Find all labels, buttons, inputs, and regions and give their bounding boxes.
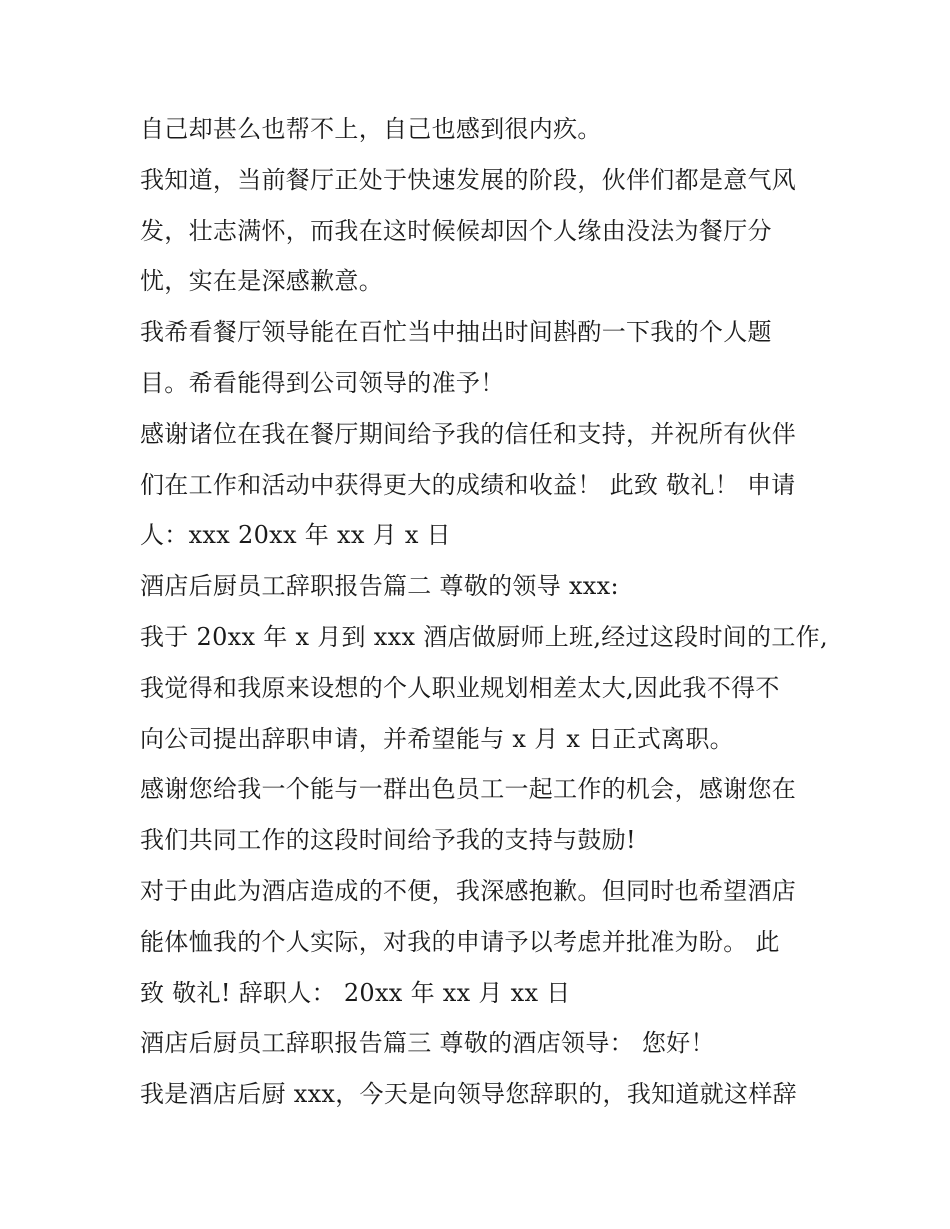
text-line: 发，壮志满怀，而我在这时候候却因个人缘由没法为餐厅分: [140, 216, 772, 245]
text-line: 感谢诸位在我在餐厅期间给予我的信任和支持，并祝所有伙伴: [140, 419, 797, 448]
text-line: 我们共同工作的这段时间给予我的支持与鼓励!: [140, 826, 636, 855]
text-line: 致 敬礼! 辞职人： 20xx 年 xx 月 xx 日: [140, 978, 571, 1007]
text-line: 能体恤我的个人实际，对我的申请予以考虑并批准为盼。 此: [140, 927, 780, 956]
text-line: 我是酒店后厨 xxx，今天是向领导您辞职的，我知道就这样辞: [140, 1080, 797, 1109]
text-line: 对于由此为酒店造成的不便，我深感抱歉。但同时也希望酒店: [140, 876, 797, 905]
text-line: 感谢您给我一个能与一群出色员工一起工作的机会，感谢您在: [140, 775, 797, 804]
section-heading-line: 酒店后厨员工辞职报告篇三 尊敬的酒店领导： 您好！: [140, 1029, 715, 1058]
text-line: 忧，实在是深感歉意。: [140, 267, 383, 296]
text-line: 我希看餐厅领导能在百忙当中抽出时间斟酌一下我的个人题: [140, 318, 772, 347]
section-heading-line: 酒店后厨员工辞职报告篇二 尊敬的领导 xxx:: [140, 572, 619, 601]
text-line: 我知道，当前餐厅正处于快速发展的阶段，伙伴们都是意气风: [140, 165, 797, 194]
text-line: 自己却甚么也帮不上，自己也感到很内疚。: [140, 115, 602, 143]
text-line: 们在工作和活动中获得更大的成绩和收益！ 此致 敬礼！ 申请: [140, 470, 796, 499]
text-line: 人：xxx 20xx 年 xx 月 x 日: [140, 521, 451, 550]
text-line: 我于 20xx 年 x 月到 xxx 酒店做厨师上班,经过这段时间的工作,: [140, 622, 828, 651]
text-line: 向公司提出辞职申请，并希望能与 x 月 x 日正式离职。: [140, 724, 734, 753]
text-line: 目。希看能得到公司领导的准予！: [140, 368, 505, 397]
document-body: [140, 104, 828, 1120]
text-line: 我觉得和我原来设想的个人职业规划相差太大,因此我不得不: [140, 673, 780, 702]
